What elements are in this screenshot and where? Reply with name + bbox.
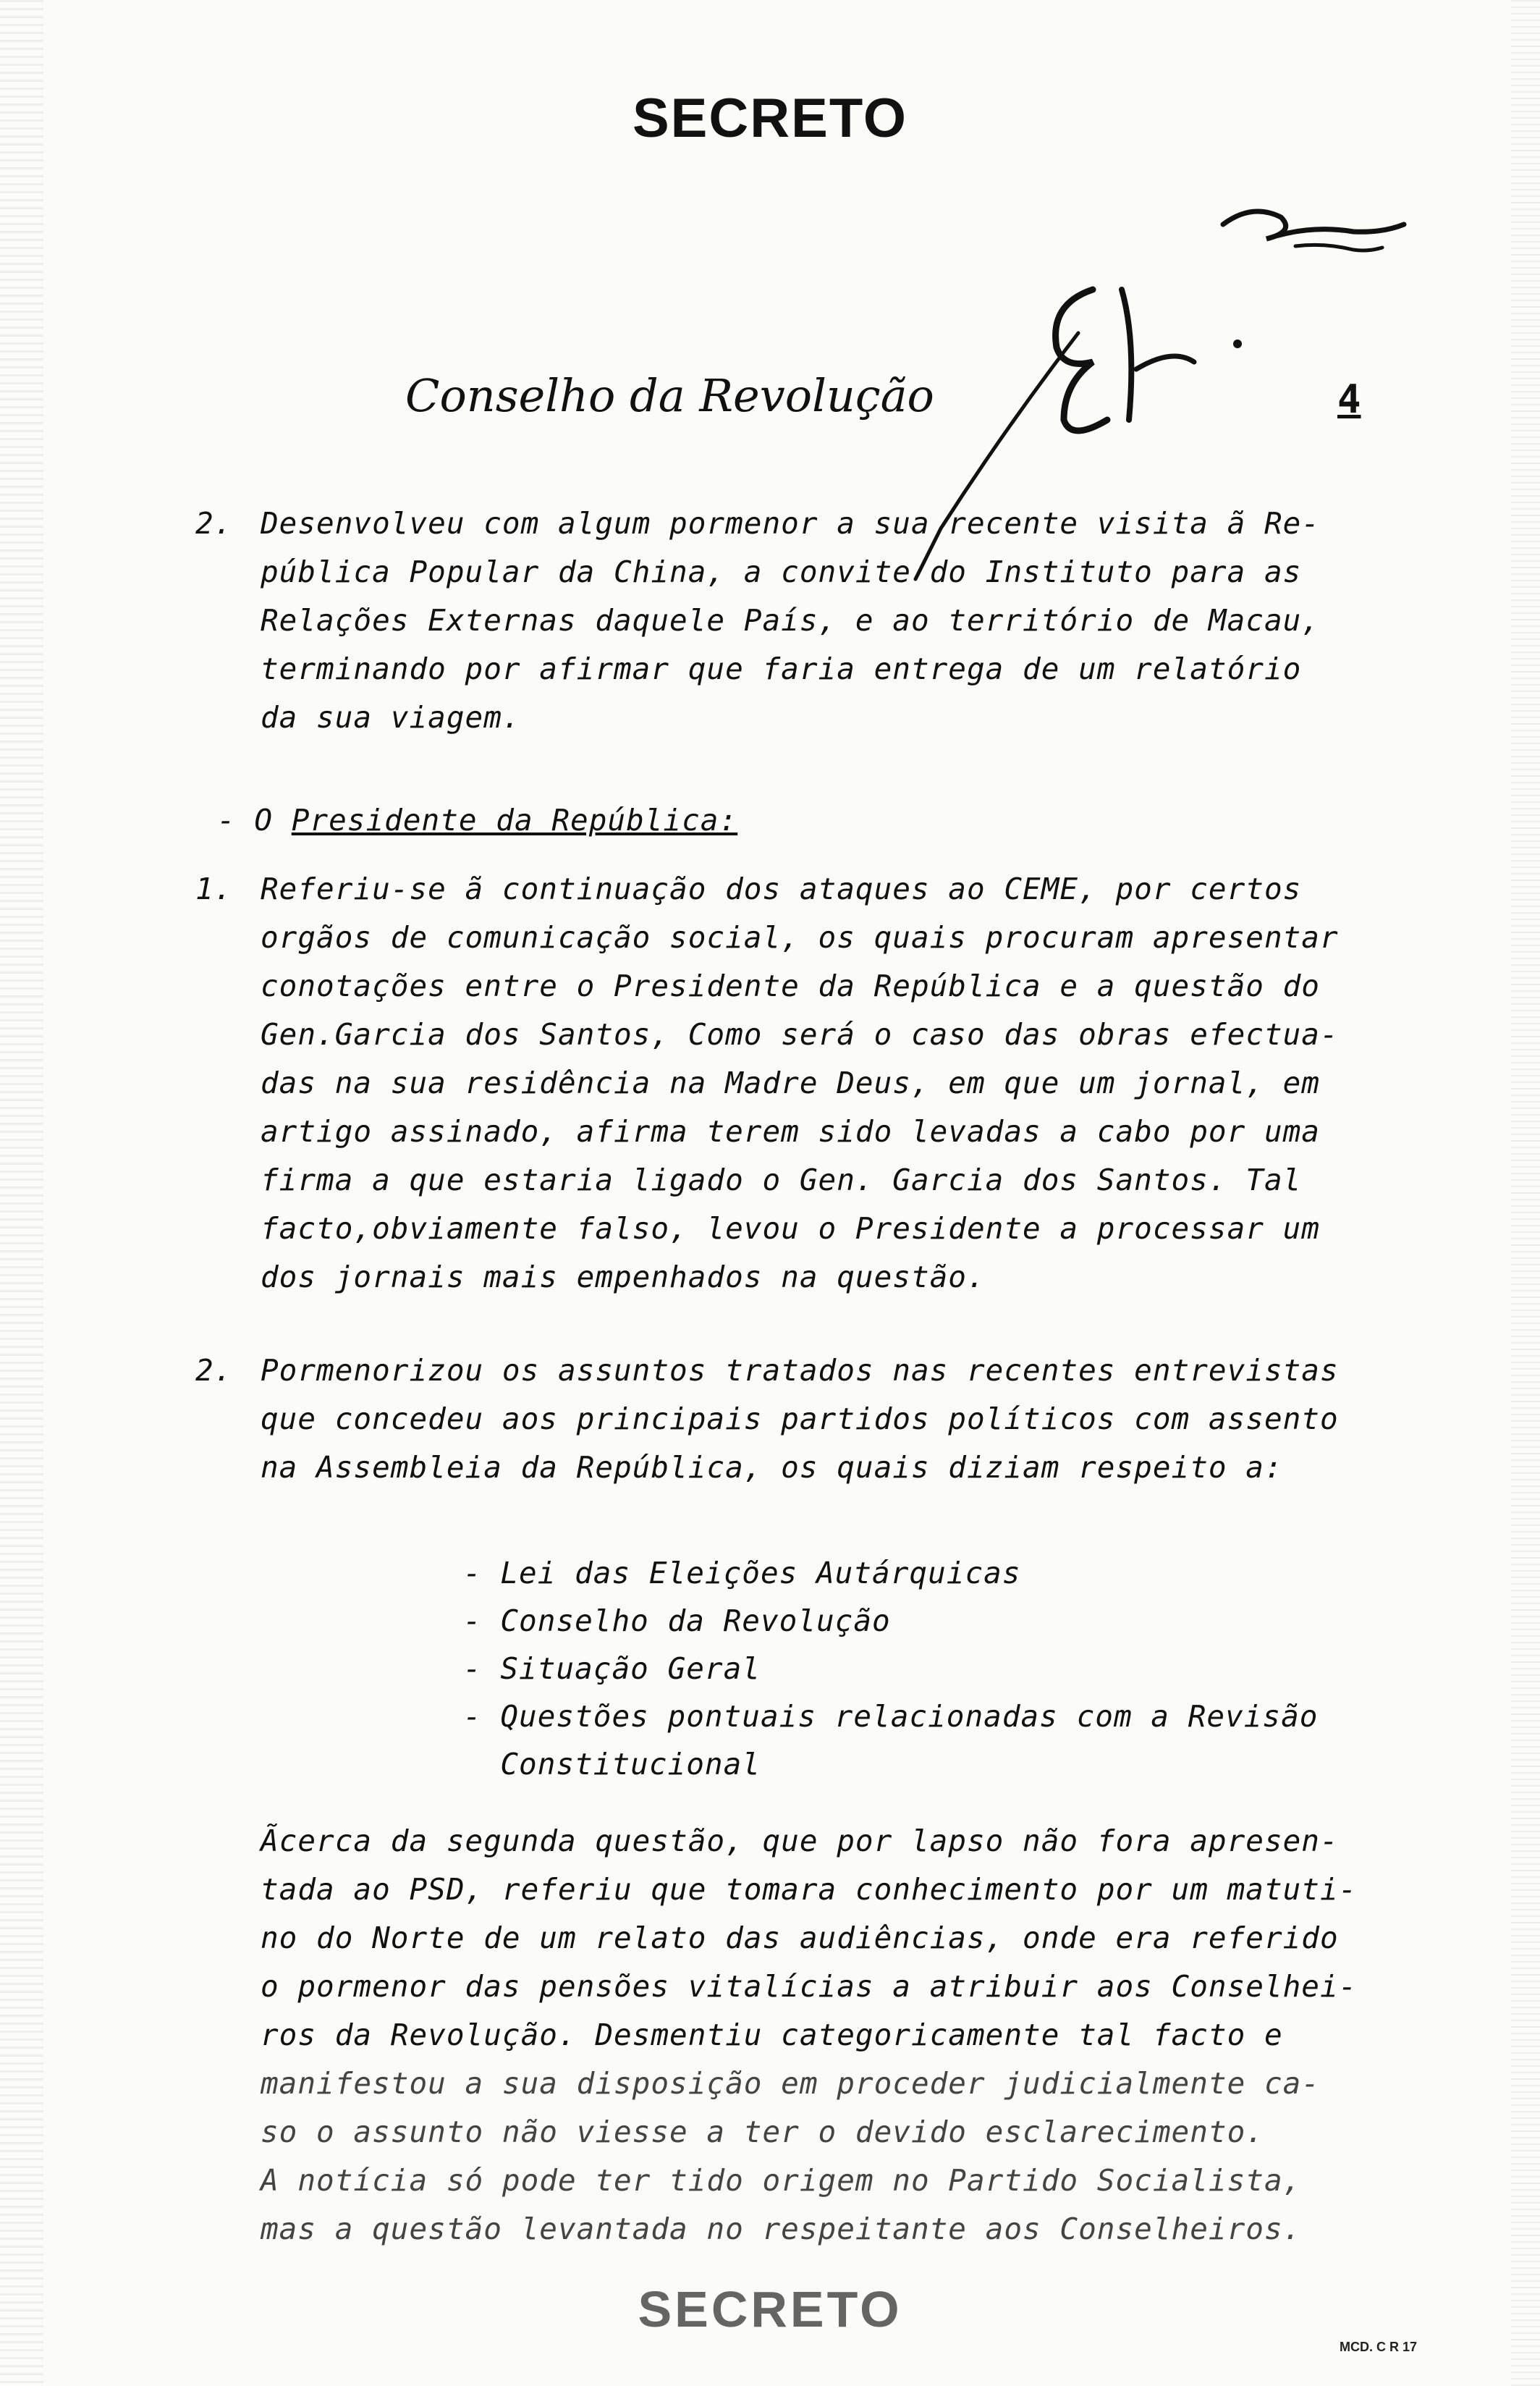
text-line: Pormenorizou os assuntos tratados nas recentes entrevistas xyxy=(261,1353,1339,1388)
text-line: conotações entre o Presidente da República e a questão do xyxy=(261,969,1320,1003)
list-item: Constitucional xyxy=(463,1747,761,1782)
text-line: so o assunto não viesse a ter o devido esclarecimento. xyxy=(261,2115,1264,2149)
list-item: - Questões pontuais relacionadas com a Revisão xyxy=(463,1699,1319,1734)
text-line: pública Popular da China, a convite do Instituto para as xyxy=(261,555,1302,589)
text-line: mas a questão levantada no respeitante aos Conselheiros. xyxy=(261,2212,1302,2246)
list-item: - Lei das Eleições Autárquicas xyxy=(463,1556,1021,1590)
text-line: A notícia só pode ter tido origem no Partido Socialista, xyxy=(261,2163,1302,2198)
text-line: Gen.Garcia dos Santos, Como será o caso das obras efectua- xyxy=(261,1017,1339,1052)
item-number: 1. xyxy=(195,872,233,906)
text-line: que concedeu aos principais partidos políticos com assento xyxy=(261,1401,1339,1436)
scan-edge-left xyxy=(0,0,43,2386)
topics-list xyxy=(463,1549,1318,1788)
item-number: 2. xyxy=(195,1353,233,1388)
list-item: - Conselho da Revolução xyxy=(463,1603,891,1638)
text-line: orgãos de comunicação social, os quais procuram apresentar xyxy=(261,920,1339,955)
text-line: manifestou a sua disposição em proceder judicialmente ca- xyxy=(261,2066,1320,2101)
section-heading xyxy=(217,796,737,845)
page-number: 4 xyxy=(1337,376,1361,422)
text-line: terminando por afirmar que faria entrega de um relatório xyxy=(261,652,1302,686)
text-line: dos jornais mais empenhados na questão. xyxy=(261,1260,986,1294)
text-line: tada ao PSD, referiu que tomara conhecimento por um matuti- xyxy=(261,1872,1358,1907)
classification-bottom: SECRETO xyxy=(638,2281,902,2337)
text-line: na Assembleia da República, os quais diziam respeito a: xyxy=(261,1450,1283,1485)
classification-top: SECRETO xyxy=(632,88,908,149)
text-line: das na sua residência na Madre Deus, em que um jornal, em xyxy=(261,1066,1320,1100)
form-code: MCD. C R 17 xyxy=(1339,2340,1417,2354)
text-line: da sua viagem. xyxy=(261,700,521,735)
scan-edge-right xyxy=(1511,0,1540,2386)
text-line: artigo assinado, afirma terem sido levadas a cabo por uma xyxy=(261,1114,1320,1149)
text-line: Ãcerca da segunda questão, que por lapso não fora apresen- xyxy=(261,1824,1339,1858)
list-item: - Situação Geral xyxy=(463,1651,761,1686)
letterhead: Conselho da Revolução xyxy=(405,369,934,422)
text-line: Desenvolveu com algum pormenor a sua recente visita ã Re- xyxy=(261,506,1320,541)
text-line: o pormenor das pensões vitalícias a atribuir aos Conselhei- xyxy=(261,1969,1358,2004)
text-line: Referiu-se ã continuação dos ataques ao CEME, por certos xyxy=(261,872,1302,906)
item-number: 2. xyxy=(195,506,233,541)
text-line: firma a que estaria ligado o Gen. Garcia dos Santos. Tal xyxy=(261,1163,1302,1197)
heading-dash: - O xyxy=(217,803,292,838)
text-line: no do Norte de um relato das audiências, onde era referido xyxy=(261,1921,1339,1955)
text-line: ros da Revolução. Desmentiu categoricamente tal facto e xyxy=(261,2018,1283,2052)
closing-paragraph xyxy=(261,1817,1357,2254)
heading-title: Presidente da República: xyxy=(291,803,738,838)
text-line: Relações Externas daquele País, e ao território de Macau, xyxy=(261,603,1320,638)
text-line: facto,obviamente falso, levou o Presidente a processar um xyxy=(261,1211,1320,1246)
